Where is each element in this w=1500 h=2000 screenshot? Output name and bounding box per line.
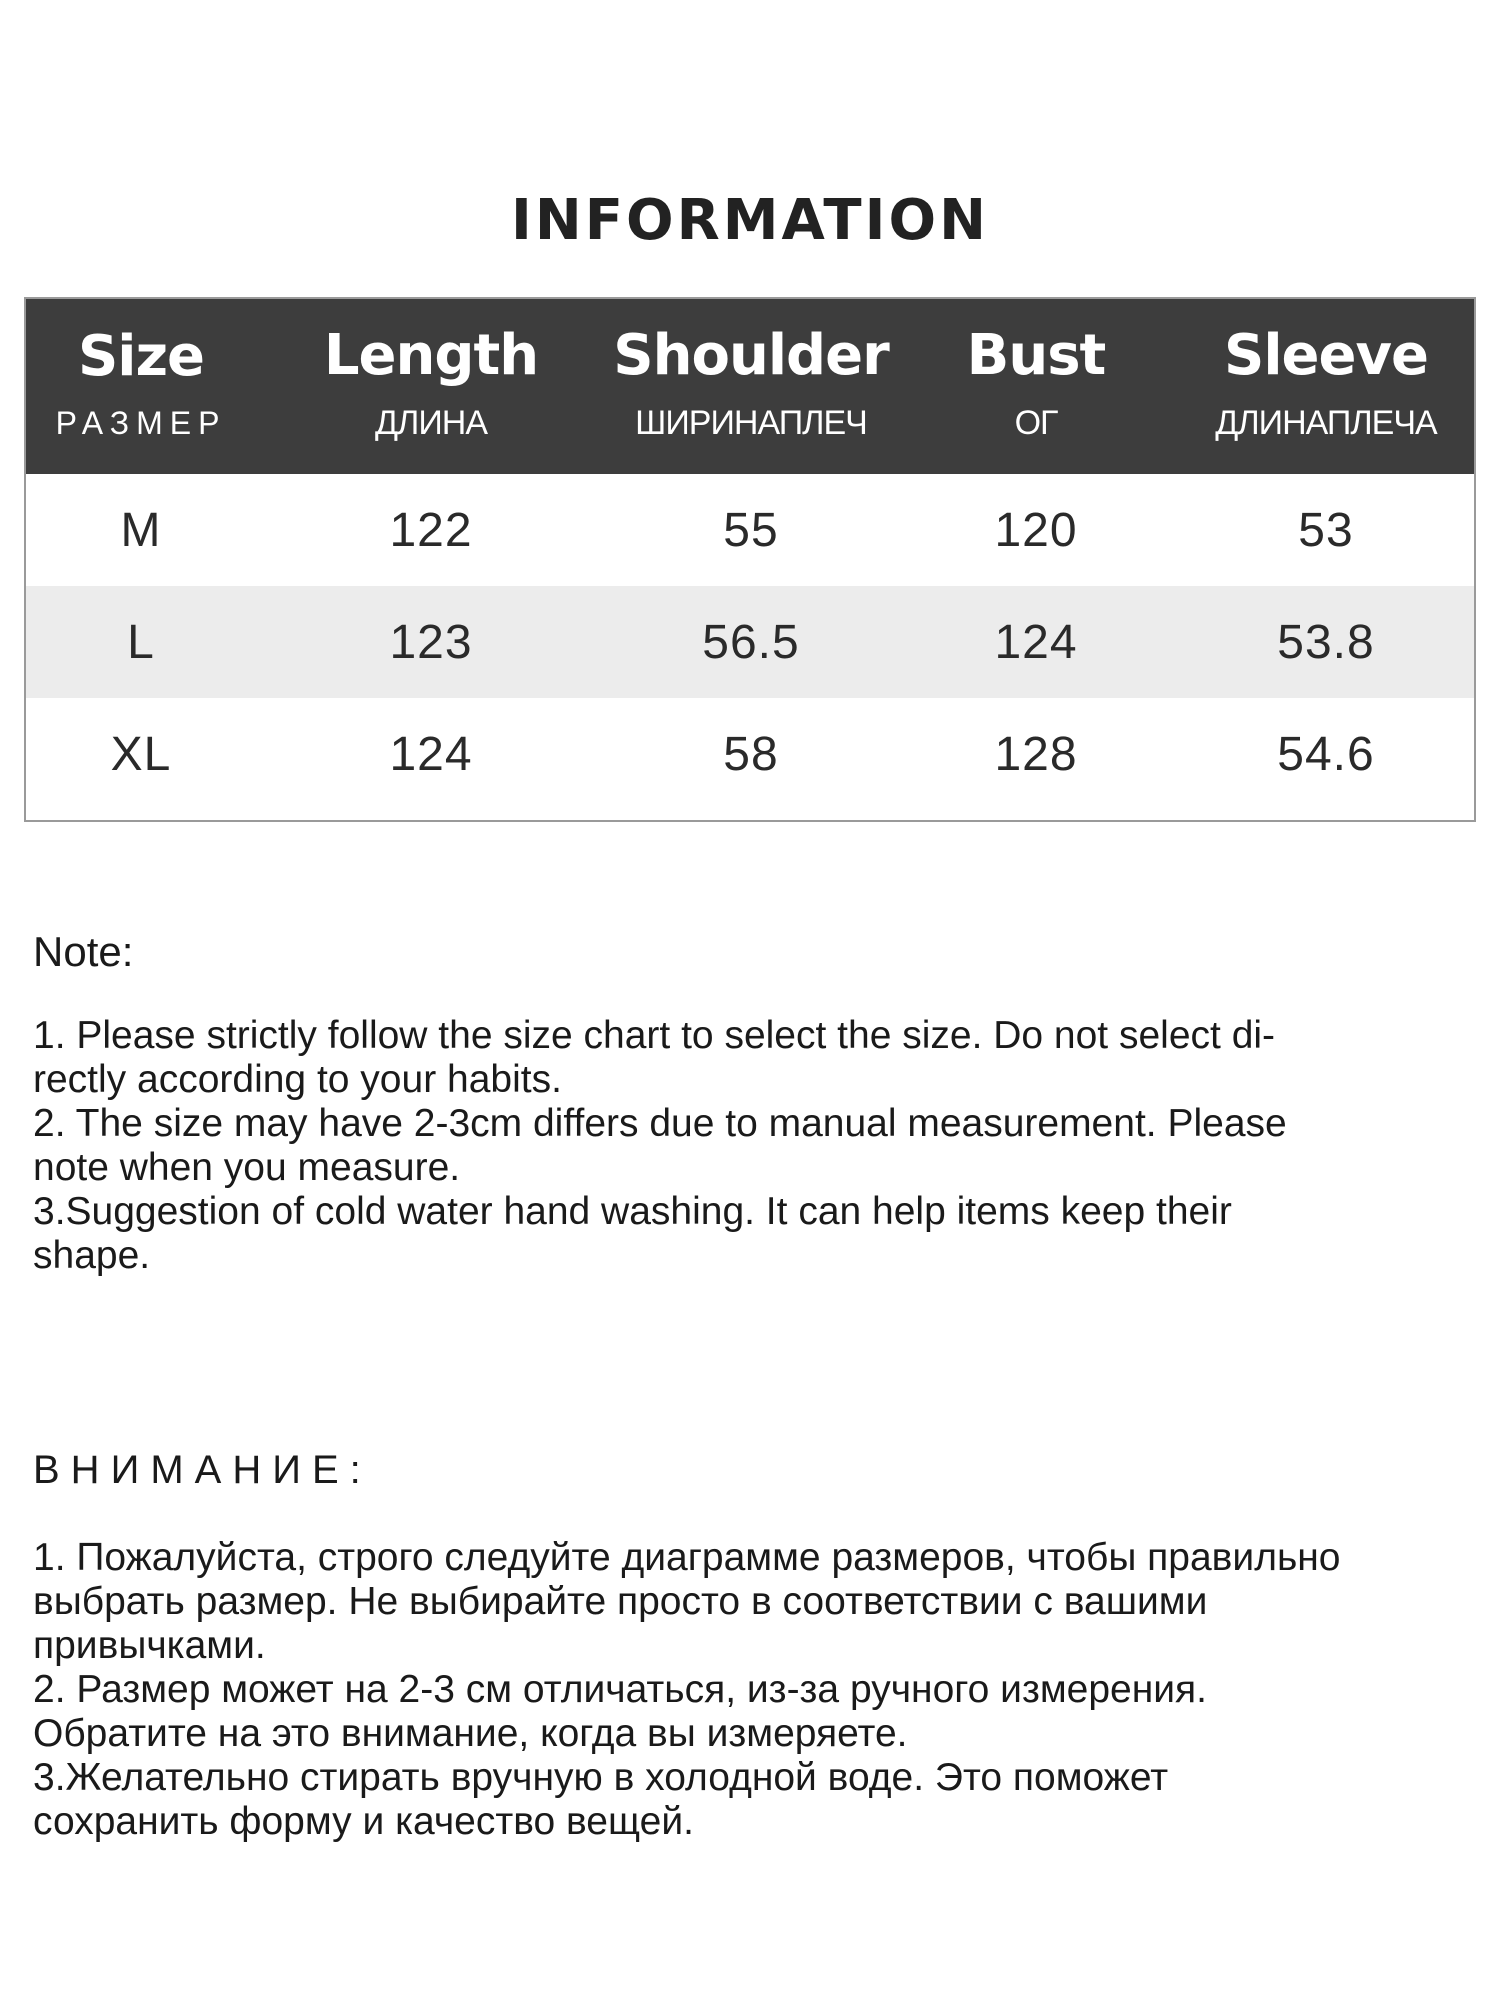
cell-value: 124	[994, 615, 1078, 669]
table-row	[26, 474, 1474, 586]
note-en-lines	[33, 1014, 1473, 1278]
cell-sleeve	[1176, 474, 1476, 586]
cell-value: 53	[1298, 503, 1354, 557]
cell-sleeve	[1176, 698, 1476, 810]
table-row	[26, 586, 1474, 698]
header-label-ru: ДЛИНАПЛЕЧА	[1215, 403, 1437, 442]
cell-bust	[896, 474, 1176, 586]
header-bust	[896, 299, 1176, 474]
cell-length	[256, 586, 606, 698]
cell-value: 128	[994, 727, 1078, 781]
header-label-en: Shoulder	[613, 322, 889, 388]
header-label-ru: ОГ	[1014, 403, 1058, 442]
header-label-en: Bust	[966, 322, 1106, 388]
note-line: выбрать размер. Не выбирайте просто в соответствии с вашими	[33, 1580, 1208, 1623]
header-length	[256, 299, 606, 474]
table-row	[26, 698, 1474, 810]
cell-value: 122	[389, 503, 473, 557]
note-line: 2. Размер может на 2-3 см отличаться, из-за ручного измерения.	[33, 1668, 1207, 1711]
note-line: note when you measure.	[33, 1146, 461, 1189]
note-en	[33, 930, 1473, 1278]
cell-value: 120	[994, 503, 1078, 557]
header-label-ru: ДЛИНА	[374, 403, 487, 442]
cell-size	[26, 586, 256, 698]
header-label-ru: ШИРИНАПЛЕЧ	[635, 403, 867, 442]
header-label-en: Sleeve	[1224, 322, 1428, 388]
header-size	[26, 299, 256, 474]
cell-value: L	[127, 615, 155, 669]
cell-value: XL	[110, 727, 172, 781]
cell-length	[256, 698, 606, 810]
note-line: shape.	[33, 1234, 151, 1277]
note-ru-lines	[33, 1536, 1473, 1844]
cell-bust	[896, 698, 1176, 810]
note-line: 3.Желательно стирать вручную в холодной воде. Это поможет	[33, 1756, 1169, 1799]
cell-bust	[896, 586, 1176, 698]
header-sleeve	[1176, 299, 1476, 474]
cell-size	[26, 474, 256, 586]
page-title: INFORMATION	[511, 188, 989, 253]
note-en-heading: Note:	[33, 928, 134, 975]
note-line: Обратите на это внимание, когда вы измеряете.	[33, 1712, 908, 1755]
cell-shoulder	[606, 586, 896, 698]
cell-size	[26, 698, 256, 810]
note-line: 1. Пожалуйста, строго следуйте диаграмме размеров, чтобы правильно	[33, 1536, 1341, 1579]
cell-length	[256, 474, 606, 586]
note-line: привычками.	[33, 1624, 266, 1667]
cell-value: 123	[389, 615, 473, 669]
header-label-ru: РАЗМЕР	[55, 404, 227, 441]
note-ru	[33, 1448, 1473, 1844]
cell-value: M	[120, 503, 162, 557]
cell-value: 54.6	[1277, 727, 1375, 781]
note-line: rectly according to your habits.	[33, 1058, 562, 1101]
cell-value: 56.5	[702, 615, 800, 669]
cell-value: 53.8	[1277, 615, 1375, 669]
note-line: 1. Please strictly follow the size chart to select the size. Do not select di-	[33, 1014, 1276, 1057]
cell-shoulder	[606, 698, 896, 810]
header-label-en: Length	[323, 322, 539, 388]
note-line: 2. The size may have 2-3cm differs due to manual measurement. Please	[33, 1102, 1287, 1145]
cell-value: 124	[389, 727, 473, 781]
cell-value: 58	[723, 727, 779, 781]
table-header	[26, 299, 1474, 474]
note-line: 3.Suggestion of cold water hand washing. It can help items keep their	[33, 1190, 1232, 1233]
cell-shoulder	[606, 474, 896, 586]
note-line: сохранить форму и качество вещей.	[33, 1800, 694, 1843]
header-label-en: Size	[77, 323, 205, 389]
cell-sleeve	[1176, 586, 1476, 698]
cell-value: 55	[723, 503, 779, 557]
note-ru-heading: ВНИМАНИЕ:	[33, 1448, 372, 1492]
size-table	[24, 297, 1476, 822]
header-shoulder	[606, 299, 896, 474]
